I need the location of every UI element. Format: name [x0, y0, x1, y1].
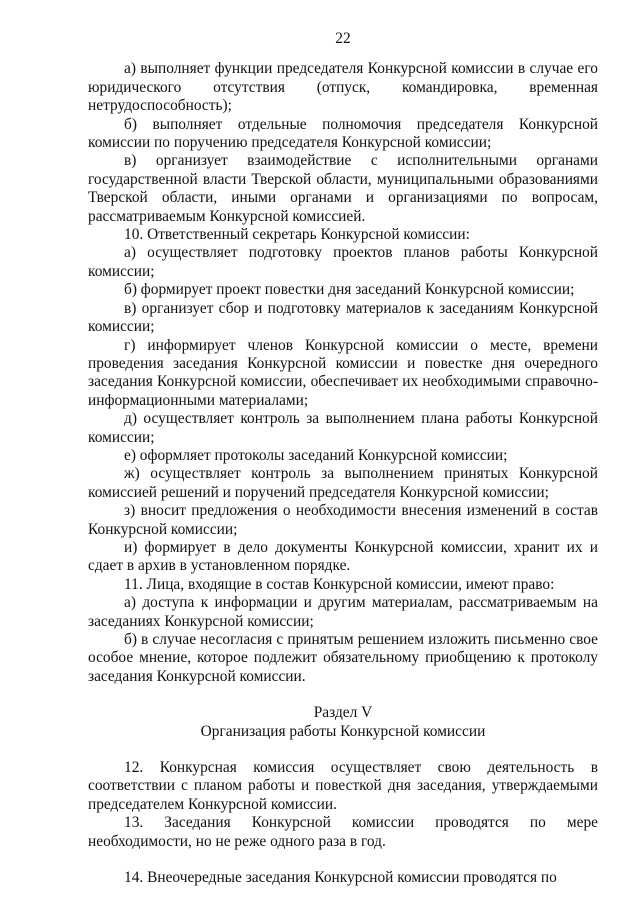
paragraph-10-heading: 10. Ответственный секретарь Конкурсной комиссии:: [124, 226, 470, 244]
paragraph-deputy-c: в) организует взаимодействие с исполнительными органами государственной власти Тверской области, муниципальными образованиями Тверской области, иными органами и организациями по вопросам, рассматриваемым Конкурсной комиссией.: [88, 152, 598, 225]
paragraph-10-c: в) организует сбор и подготовку материалов к заседаниям Конкурсной комиссии;: [88, 299, 598, 336]
paragraph-deputy-b: б) выполняет отдельные полномочия председателя Конкурсной комиссии по поручению председателя Конкурсной комиссии;: [88, 115, 598, 152]
paragraph-deputy-a: а) выполняет функции председателя Конкурсной комиссии в случае его юридического отсутствия (отпуск, командировка, временная нетрудоспособность);: [88, 60, 598, 115]
paragraph-10-g: ж) осуществляет контроль за выполнением принятых Конкурсной комиссией решений и поручений председателя Конкурсной комиссии;: [88, 465, 598, 501]
paragraph-11-b: б) в случае несогласия с принятым решением изложить письменно свое особое мнение, которое подлежит обязательному приобщению к протоколу заседания Конкурсной комиссии.: [88, 631, 598, 685]
paragraph-11-a: а) доступа к информации и другим материалам, рассматриваемым на заседаниях Конкурсной комиссии;: [88, 594, 598, 630]
paragraph-10-f: е) оформляет протоколы заседаний Конкурсной комиссии;: [124, 446, 508, 464]
paragraph-14: 14. Внеочередные заседания Конкурсной комиссии проводятся по: [124, 869, 557, 887]
paragraph-10-b: б) формирует проект повестки дня заседаний Конкурсной комиссии;: [124, 281, 575, 299]
paragraph-10-a: а) осуществляет подготовку проектов планов работы Конкурсной комиссии;: [88, 244, 598, 280]
paragraph-10-i: и) формирует в дело документы Конкурсной комиссии, хранит их и сдает в архив в установленном порядке.: [88, 538, 598, 575]
paragraph-10-h: з) вносит предложения о необходимости внесения изменений в состав Конкурсной комиссии;: [88, 502, 598, 538]
paragraph-10-d: г) информирует членов Конкурсной комиссии о месте, времени проведения заседания Конкурсной комиссии и повестке дня очередного заседания Конкурсной комиссии, обеспечивает их необходимыми справочно-информационными материалами;: [88, 336, 598, 409]
page-number: 22: [335, 30, 351, 47]
section-title: Организация работы Конкурсной комиссии: [200, 722, 486, 740]
document-page: [88, 30, 598, 887]
paragraph-11-heading: 11. Лица, входящие в состав Конкурсной комиссии, имеют право:: [124, 575, 555, 593]
section-number: Раздел V: [313, 704, 373, 722]
paragraph-10-e: д) осуществляет контроль за выполнением плана работы Конкурсной комиссии;: [88, 410, 598, 446]
paragraph-13: 13. Заседания Конкурсной комиссии проводятся по мере необходимости, но не реже одного раза в год.: [88, 814, 598, 850]
paragraph-12: 12. Конкурсная комиссия осуществляет свою деятельность в соответствии с планом работы и повесткой дня заседания, утверждаемыми председателем Конкурсной комиссии.: [88, 759, 598, 813]
